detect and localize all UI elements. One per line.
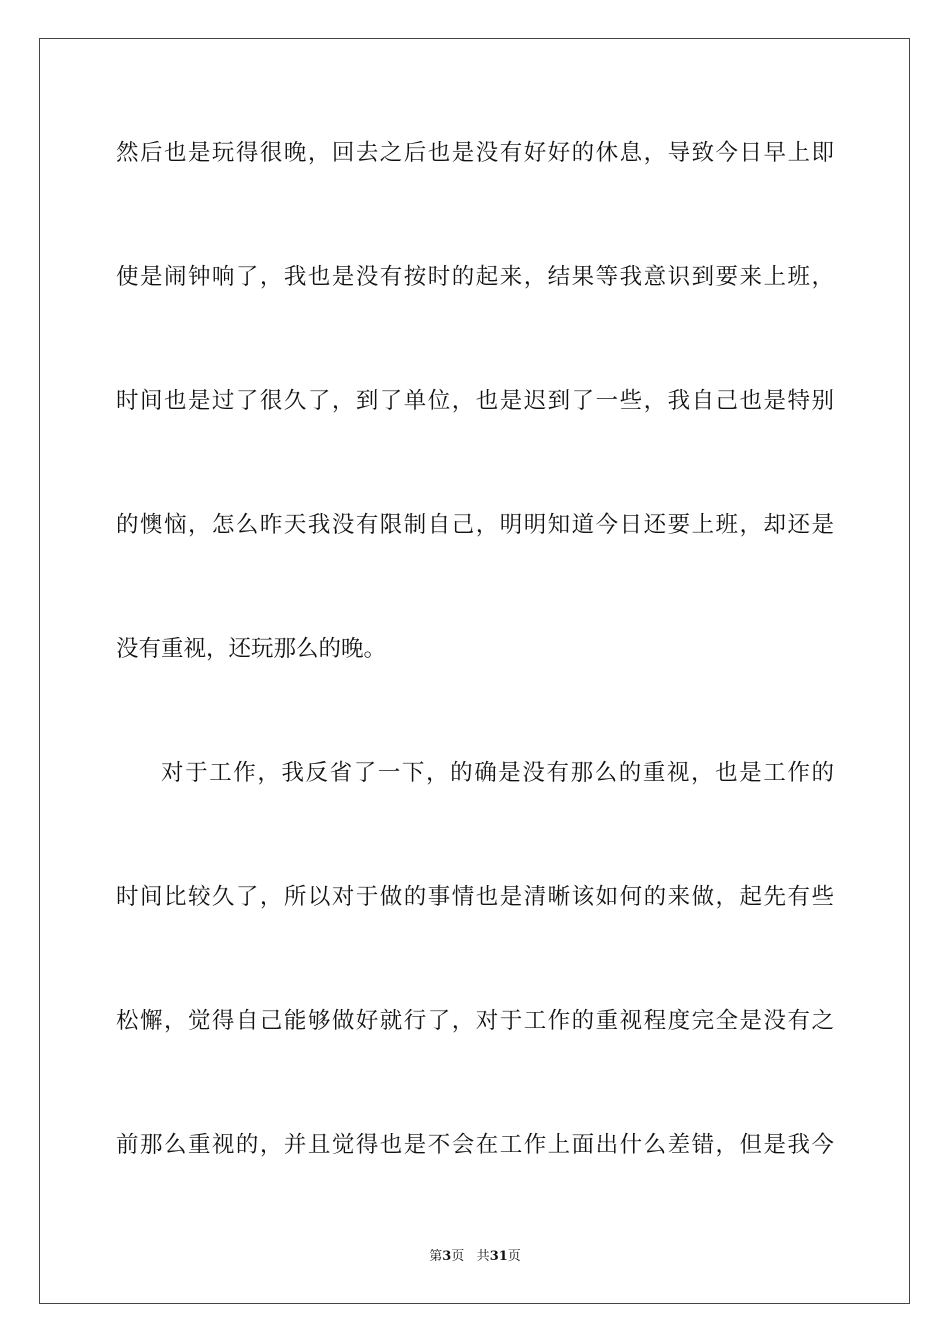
footer-page-suffix: 页: [451, 1249, 465, 1264]
footer-page-total: 31: [489, 1249, 508, 1264]
text-line: 没有重视，还玩那么的晚。: [116, 636, 387, 662]
footer-total-suffix: 页: [507, 1249, 521, 1264]
footer-page-current: 3: [442, 1249, 452, 1264]
page-border: [39, 38, 910, 1304]
text-line: 时间也是过了很久了，到了单位，也是迟到了一些，我自己也是特别: [116, 388, 834, 414]
text-line: 使是闹钟响了，我也是没有按时的起来，结果等我意识到要来上班，: [116, 264, 834, 290]
text-line: 时间比较久了，所以对于做的事情也是清晰该如何的来做，起先有些: [116, 884, 834, 910]
text-line: 然后也是玩得很晚，回去之后也是没有好好的休息，导致今日早上即: [116, 140, 834, 166]
footer-page-prefix: 第: [429, 1249, 443, 1264]
text-line-paragraph-start: 对于工作，我反省了一下，的确是没有那么的重视，也是工作的: [161, 760, 834, 786]
text-line: 的懊恼，怎么昨天我没有限制自己，明明知道今日还要上班，却还是: [116, 512, 834, 538]
text-line: 松懈，觉得自己能够做好就行了，对于工作的重视程度完全是没有之: [116, 1008, 834, 1034]
text-line: 前那么重视的，并且觉得也是不会在工作上面出什么差错，但是我今: [116, 1132, 834, 1158]
page-footer: [0, 1249, 950, 1265]
footer-total-prefix: 共: [476, 1249, 490, 1264]
